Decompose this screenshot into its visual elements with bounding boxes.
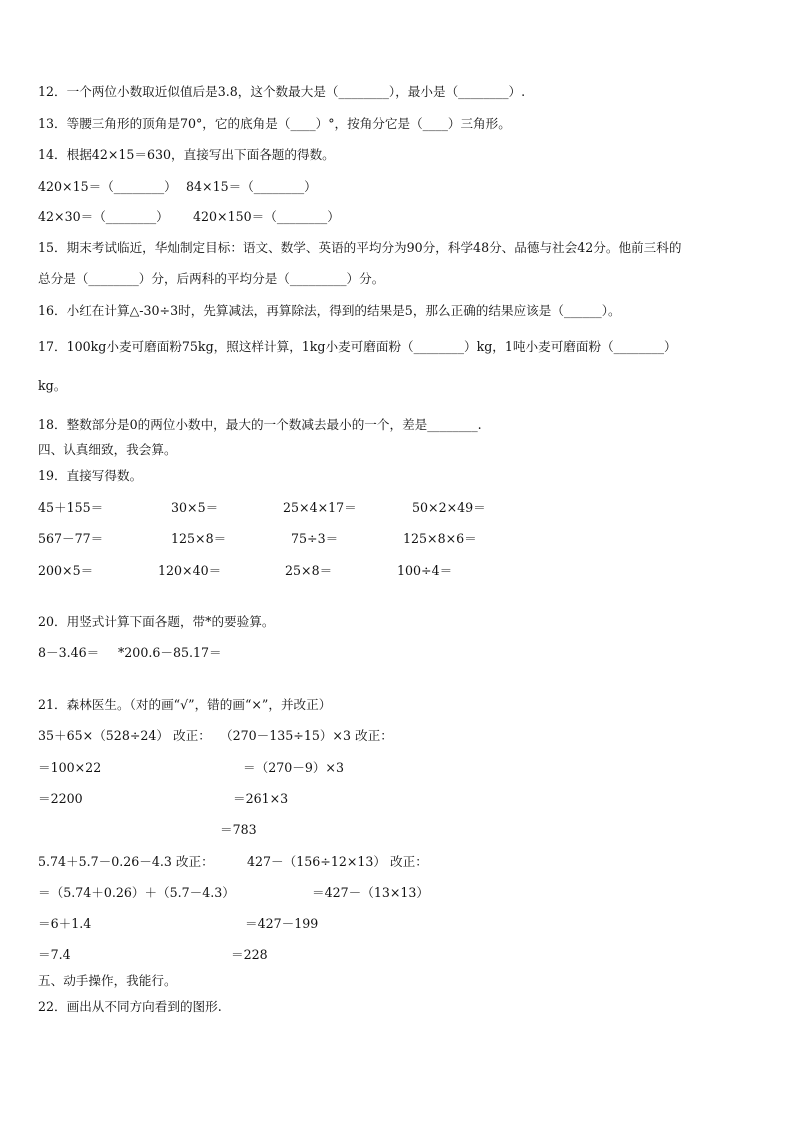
q19-item: 25×8＝ — [285, 563, 333, 578]
question-14: 14．根据42×15＝630，直接写出下面各题的得数。 — [38, 147, 335, 162]
question-13: 13．等腰三角形的顶角是70°，它的底角是（____）°，按角分它是（____）三角形。 — [38, 116, 511, 131]
q19-item: 25×4×17＝ — [283, 500, 357, 515]
q19-item: 200×5＝ — [38, 563, 94, 578]
q21-step: ＝（5.74＋0.26）＋（5.7－4.3） — [38, 885, 235, 900]
question-18: 18．整数部分是0的两位小数中，最大的一个数减去最小的一个，差是________. — [38, 417, 482, 432]
q19-item: 30×5＝ — [171, 500, 219, 515]
q21-step: ＝6＋1.4 — [38, 916, 92, 931]
question-15-line-2: 总分是（________）分，后两科的平均分是（_________）分。 — [38, 271, 385, 286]
q21-expr-b: （270－135÷15）×3 改正： — [220, 728, 393, 743]
section-4-heading: 四、认真细致，我会算。 — [38, 442, 177, 457]
question-17-line-1: 17．100kg小麦可磨面粉75kg，照这样计算，1kg小麦可磨面粉（________）kg，1吨小麦可磨面粉（________） — [38, 339, 677, 354]
q21-expr-c: 5.74＋5.7－0.26－4.3 改正： — [38, 854, 214, 869]
q21-expr-d: 427－（156÷12×13） 改正： — [247, 854, 428, 869]
q19-item: 100÷4＝ — [397, 563, 453, 578]
question-16: 16．小红在计算△-30÷3时，先算减法，再算除法，得到的结果是5，那么正确的结果应该是（______）。 — [38, 303, 621, 318]
q21-step: ＝427－199 — [245, 916, 319, 931]
q19-item: 75÷3＝ — [291, 531, 339, 546]
q21-step: ＝7.4 — [38, 947, 71, 962]
question-19: 19．直接写得数。 — [38, 468, 143, 483]
q21-expr-a: 35＋65×（528÷24） 改正： — [38, 728, 211, 743]
q21-step: ＝100×22 — [38, 760, 102, 775]
q14-item-1: 420×15＝（________） — [38, 179, 177, 194]
section-5-heading: 五、动手操作，我能行。 — [38, 973, 177, 988]
q19-item: 125×8＝ — [171, 531, 227, 546]
question-21: 21．森林医生。（对的画“√”，错的画“×”，并改正） — [38, 697, 332, 712]
q14-item-4: 420×150＝（________） — [193, 209, 340, 224]
q19-item: 567－77＝ — [38, 531, 104, 546]
q21-step: ＝261×3 — [233, 791, 289, 806]
question-17-line-2: kg。 — [38, 378, 67, 393]
q19-item: 120×40＝ — [158, 563, 222, 578]
question-20: 20．用竖式计算下面各题，带*的要验算。 — [38, 614, 275, 629]
q19-item: 125×8×6＝ — [403, 531, 477, 546]
q20-item-1: 8－3.46＝ — [38, 645, 100, 660]
q21-step: ＝228 — [231, 947, 268, 962]
q21-step: ＝783 — [220, 822, 257, 837]
q19-item: 50×2×49＝ — [412, 500, 486, 515]
q21-step: ＝427－（13×13） — [312, 885, 430, 900]
q21-step: ＝2200 — [38, 791, 83, 806]
q19-item: 45＋155＝ — [38, 500, 104, 515]
question-12: 12．一个两位小数取近似值后是3.8，这个数最大是（________），最小是（________）. — [38, 84, 526, 99]
q21-step: ＝（270－9）×3 — [243, 760, 344, 775]
question-22: 22．画出从不同方向看到的图形. — [38, 999, 222, 1014]
q14-item-2: 84×15＝（________） — [186, 179, 317, 194]
question-15-line-1: 15．期末考试临近，华灿制定目标：语文、数学、英语的平均分为90分，科学48分、品德与社会42分。他前三科的 — [38, 240, 682, 255]
q14-item-3: 42×30＝（________） — [38, 209, 169, 224]
q20-item-2: *200.6－85.17＝ — [118, 645, 222, 660]
